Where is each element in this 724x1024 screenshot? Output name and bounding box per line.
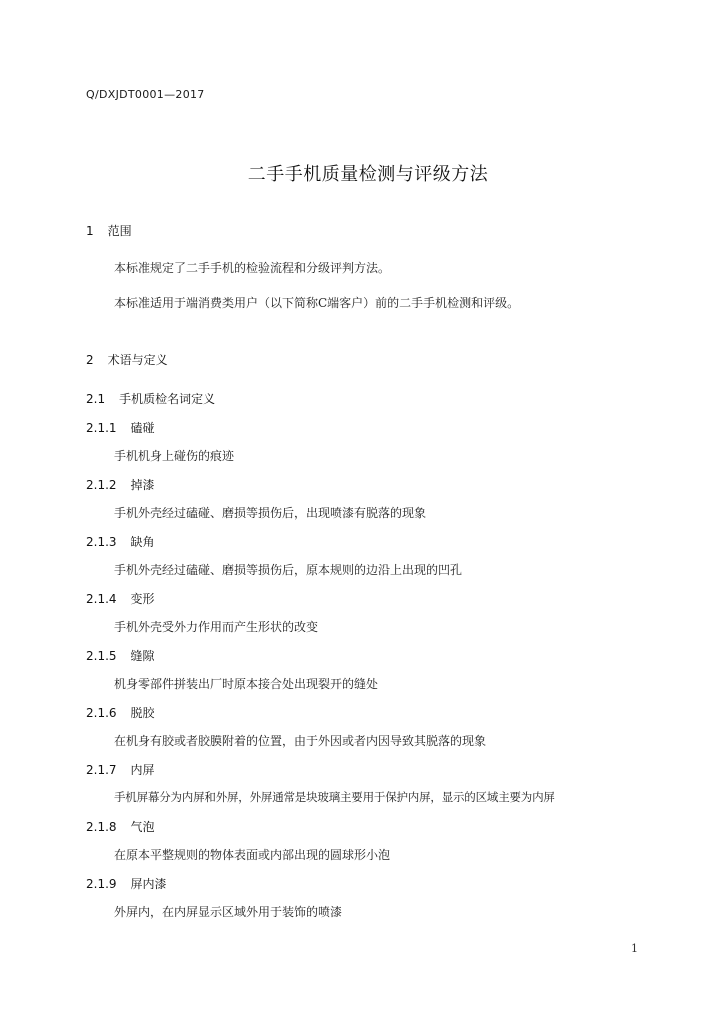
term-title: 脱胶 [130,706,155,720]
term-title: 掉漆 [130,478,155,492]
document-code: Q/DXJDT0001—2017 [86,88,205,101]
term-heading-2-1-8 [86,818,155,835]
term-title: 缺角 [130,535,155,549]
term-heading-2-1-1 [86,419,155,436]
term-title: 变形 [130,592,155,606]
term-heading-2-1-5 [86,647,155,664]
term-number: 2.1.4 [86,592,117,606]
term-title: 气泡 [130,820,155,834]
term-heading-2-1-2 [86,476,155,493]
scope-paragraph-1: 本标准规定了二手手机的检验流程和分级评判方法。 [114,261,391,275]
term-title: 缝隙 [130,649,155,663]
section-title: 范围 [107,224,132,238]
section-heading-scope [86,222,132,239]
subsection-heading-2-1 [86,390,215,407]
term-definition-2-1-5: 机身零部件拼装出厂时原本接合处出现裂开的缝处 [114,677,379,691]
subsection-title: 手机质检名词定义 [119,392,216,406]
term-definition-2-1-1: 手机机身上碰伤的痕迹 [114,449,235,463]
term-number: 2.1.3 [86,535,117,549]
term-definition-2-1-6: 在机身有胶或者胶膜附着的位置，由于外因或者内因导致其脱落的现象 [114,734,487,748]
term-definition-2-1-9: 外屏内，在内屏显示区域外用于装饰的喷漆 [114,905,343,919]
term-heading-2-1-9 [86,875,167,892]
term-definition-2-1-2: 手机外壳经过磕碰、磨损等损伤后，出现喷漆有脱落的现象 [114,506,427,520]
section-heading-terms [86,351,168,368]
term-number: 2.1.8 [86,820,117,834]
term-number: 2.1.2 [86,478,117,492]
term-title: 内屏 [130,763,155,777]
term-number: 2.1.5 [86,649,117,663]
term-definition-2-1-3: 手机外壳经过磕碰、磨损等损伤后，原本规则的边沿上出现的凹孔 [114,563,463,577]
term-heading-2-1-4 [86,590,155,607]
subsection-number: 2.1 [86,392,106,406]
term-title: 屏内漆 [130,877,167,891]
term-number: 2.1.6 [86,706,117,720]
term-number: 2.1.9 [86,877,117,891]
term-number: 2.1.1 [86,421,117,435]
document-title: 二手手机质量检测与评级方法 [247,164,489,185]
term-definition-2-1-8: 在原本平整规则的物体表面或内部出现的圆球形小泡 [114,848,391,862]
term-heading-2-1-3 [86,533,155,550]
term-heading-2-1-6 [86,704,155,721]
section-number: 1 [86,224,94,238]
term-heading-2-1-7 [86,761,155,778]
term-definition-2-1-4: 手机外壳受外力作用而产生形状的改变 [114,620,319,634]
term-number: 2.1.7 [86,763,117,777]
section-number: 2 [86,353,94,367]
scope-paragraph-2: 本标准适用于端消费类用户（以下简称C端客户）前的二手手机检测和评级。 [114,296,520,310]
page-number: 1 [631,942,638,955]
term-title: 磕碰 [130,421,155,435]
term-definition-2-1-7: 手机屏幕分为内屏和外屏，外屏通常是块玻璃主要用于保护内屏，显示的区域主要为内屏 [114,790,555,804]
section-title: 术语与定义 [107,353,168,367]
